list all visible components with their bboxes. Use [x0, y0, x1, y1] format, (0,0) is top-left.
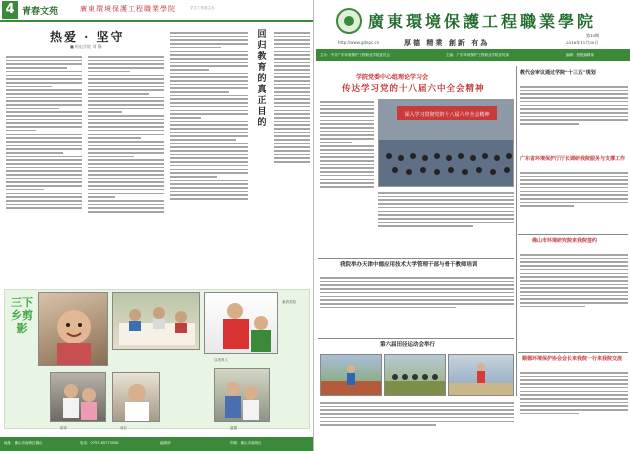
logo-center: [344, 16, 354, 26]
column-divider: [516, 66, 517, 396]
sports-photo-3: [448, 354, 514, 396]
photo-classroom: [112, 292, 200, 350]
section-divider-3: [318, 338, 514, 339]
section-title: 青春文苑: [22, 7, 59, 17]
footer-tel: 电话：0757-85773556: [80, 441, 119, 445]
story-title-exchange: 顺德环境保护协会会长来我院一行来我院交流: [522, 356, 623, 362]
caption-2: 以美育人: [214, 358, 228, 362]
issue-date: 2016年11月30日: [566, 40, 599, 45]
article-column-1: [6, 54, 82, 284]
photo-companion: [50, 372, 106, 422]
article-column-4: [274, 30, 310, 284]
crowd-image: [385, 355, 446, 396]
story-body-visit: [520, 170, 628, 230]
footer-print: 印刷：佛山市南海区: [230, 441, 262, 445]
lead-body-col-2: [378, 190, 514, 254]
jumper-image: [449, 355, 514, 396]
sports-photo-2: [384, 354, 446, 396]
companion-image: [51, 373, 106, 422]
child-image: [39, 293, 108, 366]
section-divider-2: [518, 234, 628, 235]
page-number: 4: [2, 1, 18, 19]
left-page-header: [0, 0, 314, 22]
story-title-sports: 第六届田径运动会举行: [380, 342, 436, 348]
publisher-bar: [316, 49, 630, 61]
article-byline: ■ 机电学院 刘 静: [70, 44, 102, 49]
website-url: http://www.gdepc.cn: [338, 40, 380, 45]
masthead-title: 廣東環境保護工程職業學院: [368, 12, 597, 31]
lead-photo: [378, 99, 514, 187]
story-body-exchange: [520, 370, 628, 448]
caption-1: 童真笑脸: [282, 300, 296, 304]
classroom-image: [113, 293, 200, 350]
story-title-research: 佛山市环境研究院来我院签约: [532, 238, 598, 244]
meeting-image: [379, 100, 514, 187]
footer-address: 地址：佛山市南海区狮山: [4, 441, 43, 445]
vertical-article-title: 回归教育的真正目的: [257, 30, 267, 128]
photo-child-smile: [38, 292, 108, 366]
issue-number: 第10期: [586, 33, 600, 38]
story-title-visit: 广东省环境保护厅厅长调研我院服务与支撑工作: [520, 156, 626, 162]
photo-banner-text: 深入学习贯彻党的十八届六中全会精神: [404, 112, 490, 118]
photo-feature-title: 三下乡剪影: [11, 296, 33, 335]
publisher-editorial: 编辑：校报编辑部: [566, 53, 594, 57]
story-title-training: 我院举办天津中德应用技术大学管理干部与骨干教师培训: [340, 262, 478, 268]
school-logo-icon: [336, 8, 362, 34]
warmth-image: [215, 369, 270, 422]
growth-image: [113, 373, 160, 422]
left-masthead: 廣東環境保護工程職業學院: [80, 5, 176, 13]
section-divider-1: [318, 258, 514, 259]
photo-warmth: [214, 368, 270, 422]
lead-kicker: 学院党委中心组理论学习会: [356, 74, 429, 81]
publisher-editor: 主编：广东环境保护工程职业学院宣传部: [446, 53, 509, 57]
story-body-training: [320, 275, 514, 333]
lead-body-col-1: [320, 99, 374, 249]
left-masthead-sub: 学生工作部主办: [190, 6, 215, 10]
school-motto: 厚德 精業 創新 有為: [404, 38, 490, 47]
footer-email: 编辑部: [160, 441, 171, 445]
story-body-plan: [520, 84, 628, 152]
caption-4: 成长: [120, 426, 127, 430]
photo-growth: [112, 372, 160, 422]
story-title-plan: 教代会审议通过学院“十三五”规划: [520, 70, 596, 76]
lead-headline: 传达学习党的十八届六中全会精神: [342, 84, 485, 94]
left-page-footer: [0, 437, 314, 451]
runner-image: [321, 355, 382, 396]
caption-3: 陪伴: [60, 426, 67, 430]
story-body-sports: [320, 400, 514, 448]
caption-5: 温馨: [230, 426, 237, 430]
volunteer-image: [205, 293, 278, 354]
sports-photo-1: [320, 354, 382, 396]
publisher-host: 主办：中共广东环境保护工程职业学院委员会: [320, 53, 390, 57]
section-divider-4: [518, 352, 628, 353]
right-page: [316, 0, 630, 451]
article-title: 热爱 · 坚守: [50, 30, 125, 44]
story-body-research: [520, 252, 628, 348]
left-page: [0, 0, 314, 451]
article-column-2: [88, 54, 164, 284]
photo-volunteer: [204, 292, 278, 354]
article-column-3: [170, 30, 248, 284]
